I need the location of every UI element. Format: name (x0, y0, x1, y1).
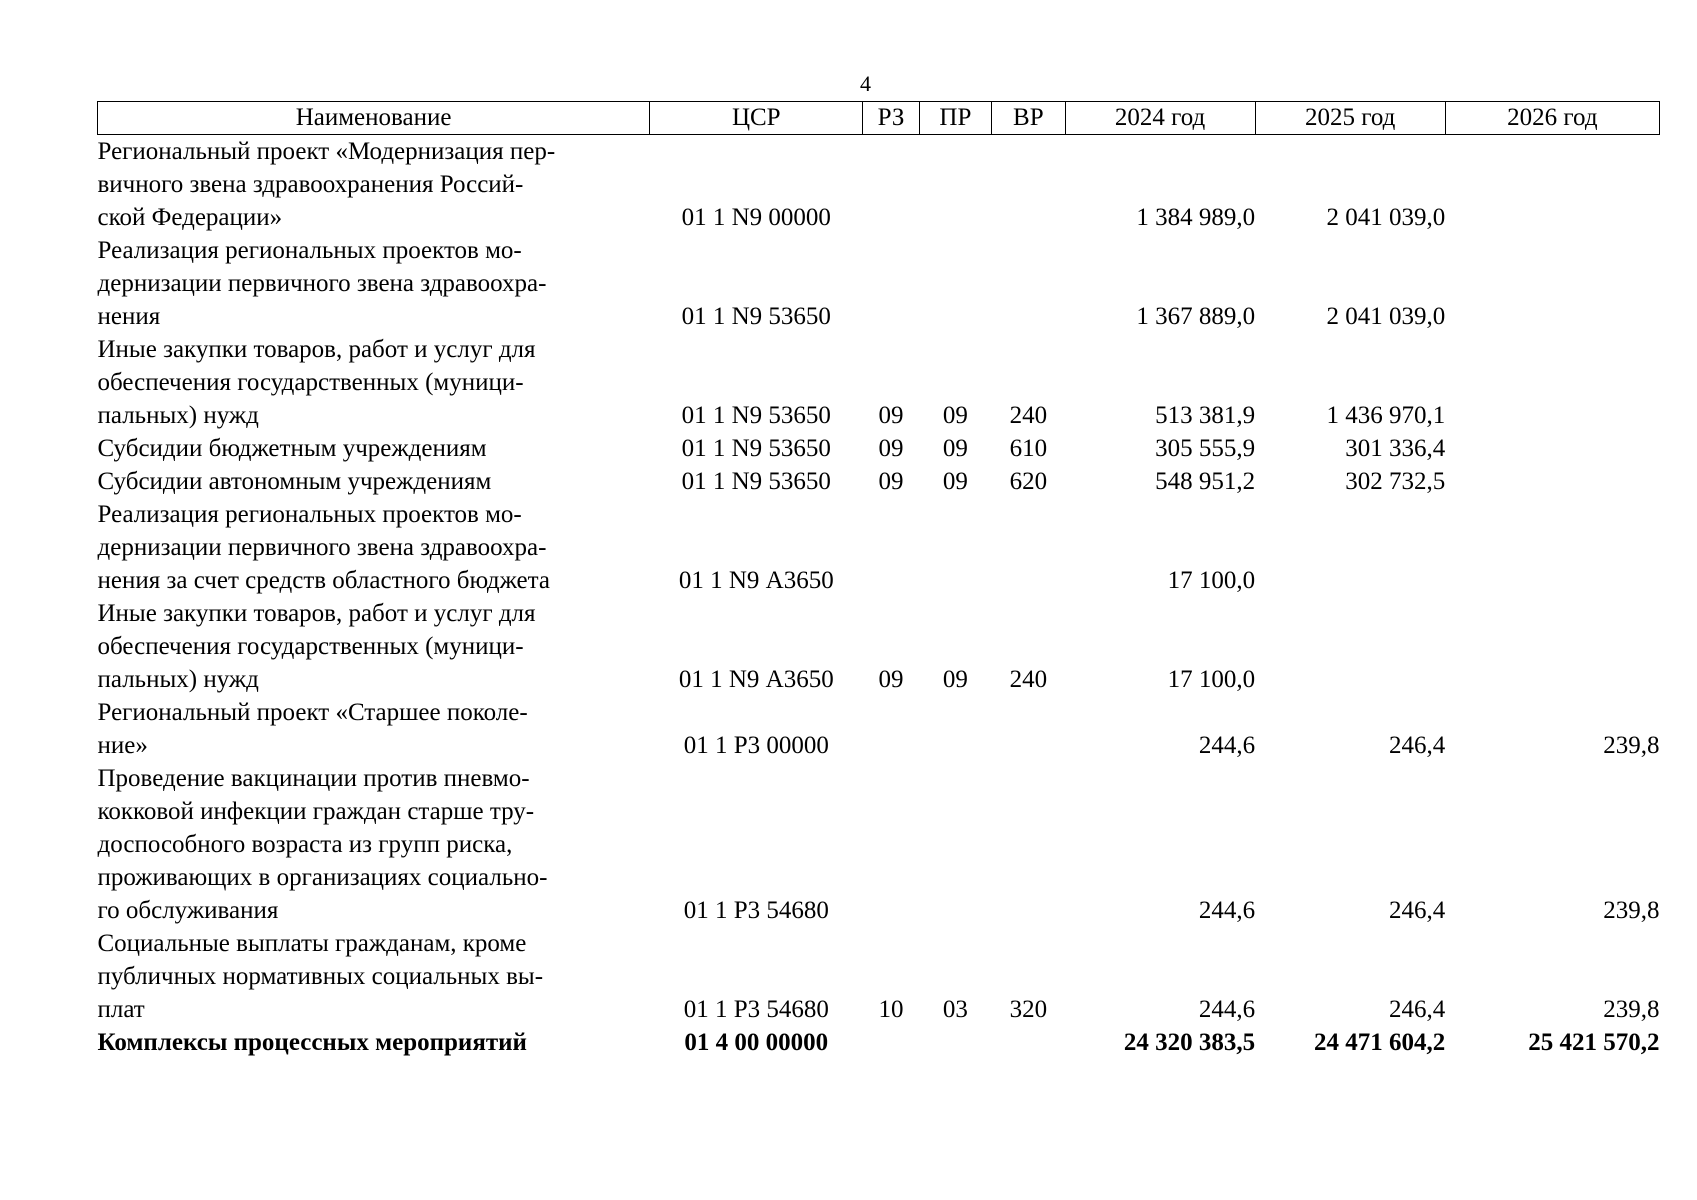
row-name-line: Региональный проект «Старшее поколе- (97, 699, 528, 726)
row-name-line: Субсидии автономным учреждениям (97, 468, 492, 495)
table-row (98, 762, 1660, 927)
cell-y2025: 2 041 039,0 (1326, 204, 1446, 231)
cell-rz (863, 498, 919, 597)
cell-pr: 09 (942, 468, 968, 495)
cell-y2025 (1255, 597, 1445, 696)
row-name-line: Проведение вакцинации против пневмо- (97, 765, 530, 792)
row-name-line: Субсидии бюджетным учреждениям (97, 435, 487, 462)
header-2024: 2024 год (1065, 102, 1255, 135)
cell-csr: 01 1 P3 00000 (683, 732, 829, 759)
table-row (98, 135, 1660, 235)
cell-y2024: 548 951,2 (1155, 468, 1256, 495)
row-name-line: нения за счет средств областного бюджета (97, 567, 550, 594)
cell-rz (863, 762, 919, 927)
page-number: 4 (860, 71, 871, 96)
cell-rz: 09 (878, 666, 904, 693)
cell-y2024: 17 100,0 (1167, 666, 1256, 693)
row-name (98, 465, 650, 498)
cell-y2024: 513 381,9 (1155, 402, 1256, 429)
cell-pr (919, 762, 991, 927)
table-row (98, 597, 1660, 696)
cell-pr (919, 135, 991, 235)
table-row (98, 432, 1660, 465)
row-name-line: публичных нормативных социальных вы- (97, 963, 544, 990)
cell-csr: 01 1 N9 А3650 (678, 666, 834, 693)
row-name-line: пальных) нужд (97, 666, 259, 693)
cell-y2025: 301 336,4 (1345, 435, 1446, 462)
row-name (98, 333, 650, 432)
cell-pr: 09 (942, 402, 968, 429)
cell-vr (992, 135, 1065, 235)
header-pr: ПР (919, 102, 991, 135)
cell-y2026 (1445, 465, 1659, 498)
row-name-line: Социальные выплаты гражданам, кроме (97, 930, 527, 957)
cell-y2024: 244,6 (1198, 996, 1256, 1023)
row-name-line: Комплексы процессных мероприятий (97, 1029, 527, 1056)
cell-y2025: 246,4 (1388, 732, 1446, 759)
cell-y2026 (1445, 498, 1659, 597)
row-name (98, 1026, 650, 1059)
cell-y2024: 305 555,9 (1155, 435, 1256, 462)
row-name-line: дернизации первичного звена здравоохра- (97, 534, 547, 561)
cell-csr: 01 1 N9 А3650 (678, 567, 834, 594)
row-name-line: дернизации первичного звена здравоохра- (97, 270, 547, 297)
table-row (98, 927, 1660, 1026)
cell-y2026: 239,8 (1603, 897, 1660, 924)
row-name-line: доспособного возраста из групп риска, (97, 831, 513, 858)
cell-y2025: 302 732,5 (1345, 468, 1446, 495)
table-row (98, 1026, 1660, 1059)
row-name-line: кокковой инфекции граждан старше тру- (97, 798, 535, 825)
header-csr: ЦСР (650, 102, 863, 135)
row-name-line: обеспечения государственных (муници- (97, 633, 524, 660)
cell-rz (863, 696, 919, 762)
header-rz: РЗ (863, 102, 919, 135)
cell-y2026: 239,8 (1603, 732, 1660, 759)
row-name-line: плат (97, 996, 145, 1023)
table-row (98, 465, 1660, 498)
header-name: Наименование (98, 102, 650, 135)
cell-vr (992, 762, 1065, 927)
row-name (98, 927, 650, 1026)
table-header-row (98, 102, 1660, 135)
cell-csr: 01 1 N9 53650 (681, 435, 831, 462)
cell-rz: 10 (878, 996, 904, 1023)
cell-pr: 09 (942, 435, 968, 462)
budget-table (97, 101, 1660, 1059)
row-name-line: пальных) нужд (97, 402, 259, 429)
cell-y2026 (1445, 135, 1659, 235)
cell-y2025: 246,4 (1388, 897, 1446, 924)
cell-pr (919, 1026, 991, 1059)
cell-pr (919, 234, 991, 333)
cell-vr (992, 696, 1065, 762)
cell-y2024: 244,6 (1198, 732, 1256, 759)
cell-y2025 (1255, 498, 1445, 597)
cell-y2025: 2 041 039,0 (1326, 303, 1446, 330)
header-2025: 2025 год (1255, 102, 1445, 135)
header-vr: ВР (992, 102, 1065, 135)
cell-csr: 01 1 N9 00000 (681, 204, 831, 231)
header-2026: 2026 год (1445, 102, 1659, 135)
table-body (98, 135, 1660, 1060)
table-row (98, 696, 1660, 762)
row-name (98, 432, 650, 465)
cell-csr: 01 1 N9 53650 (681, 468, 831, 495)
row-name (98, 696, 650, 762)
cell-y2024: 244,6 (1198, 897, 1256, 924)
row-name (98, 498, 650, 597)
cell-pr: 09 (942, 666, 968, 693)
cell-y2026 (1445, 234, 1659, 333)
cell-y2026 (1445, 432, 1659, 465)
cell-rz: 09 (878, 435, 904, 462)
row-name-line: обеспечения государственных (муници- (97, 369, 524, 396)
cell-y2025: 24 471 604,2 (1313, 1029, 1446, 1056)
row-name (98, 234, 650, 333)
row-name (98, 762, 650, 927)
row-name-line: Реализация региональных проектов мо- (97, 501, 522, 528)
cell-y2025: 246,4 (1388, 996, 1446, 1023)
cell-rz (863, 234, 919, 333)
cell-y2026: 25 421 570,2 (1528, 1029, 1660, 1056)
row-name-line: Иные закупки товаров, работ и услуг для (97, 336, 536, 363)
cell-vr: 240 (1009, 666, 1048, 693)
cell-pr: 03 (942, 996, 968, 1023)
cell-vr (992, 1026, 1065, 1059)
cell-csr: 01 4 00 00000 (684, 1029, 829, 1056)
row-name-line: нения (97, 303, 161, 330)
row-name-line: вичного звена здравоохранения Россий- (97, 171, 524, 198)
cell-rz: 09 (878, 402, 904, 429)
row-name-line: проживающих в организациях социально- (97, 864, 548, 891)
table-row (98, 498, 1660, 597)
cell-vr: 240 (1009, 402, 1048, 429)
cell-vr (992, 498, 1065, 597)
row-name-line: Иные закупки товаров, работ и услуг для (97, 600, 536, 627)
cell-y2026: 239,8 (1603, 996, 1660, 1023)
cell-rz: 09 (878, 468, 904, 495)
cell-y2024: 1 367 889,0 (1136, 303, 1256, 330)
cell-rz (863, 1026, 919, 1059)
row-name-line: ние» (97, 732, 148, 759)
cell-y2026 (1445, 597, 1659, 696)
cell-vr: 610 (1009, 435, 1048, 462)
cell-rz (863, 135, 919, 235)
cell-y2025: 1 436 970,1 (1326, 402, 1446, 429)
cell-pr (919, 696, 991, 762)
cell-y2024: 24 320 383,5 (1123, 1029, 1256, 1056)
cell-csr: 01 1 P3 54680 (683, 996, 829, 1023)
cell-y2026 (1445, 333, 1659, 432)
row-name-line: го обслуживания (97, 897, 279, 924)
row-name-line: ской Федерации» (97, 204, 283, 231)
cell-pr (919, 498, 991, 597)
row-name-line: Реализация региональных проектов мо- (97, 237, 522, 264)
row-name-line: Региональный проект «Модернизация пер- (97, 138, 556, 165)
row-name (98, 135, 650, 235)
cell-vr: 620 (1009, 468, 1048, 495)
cell-vr: 320 (1009, 996, 1048, 1023)
cell-csr: 01 1 N9 53650 (681, 303, 831, 330)
cell-vr (992, 234, 1065, 333)
cell-csr: 01 1 N9 53650 (681, 402, 831, 429)
cell-y2024: 1 384 989,0 (1136, 204, 1256, 231)
cell-csr: 01 1 P3 54680 (683, 897, 829, 924)
row-name (98, 597, 650, 696)
cell-y2024: 17 100,0 (1167, 567, 1256, 594)
table-row (98, 234, 1660, 333)
table-row (98, 333, 1660, 432)
